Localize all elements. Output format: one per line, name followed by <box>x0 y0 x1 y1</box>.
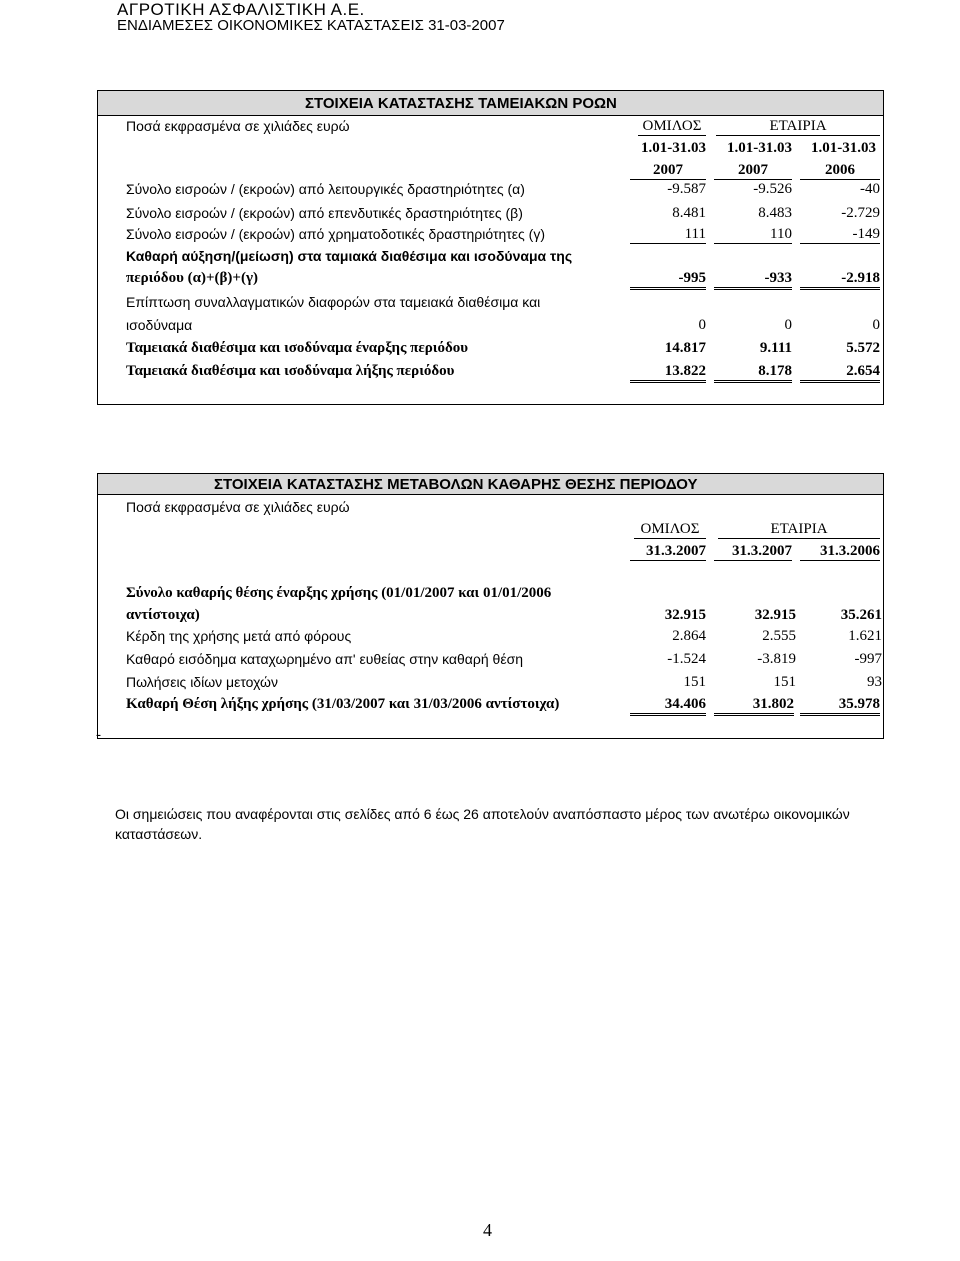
cashflow-row-investing-company-2007: 8.483 <box>758 205 792 221</box>
cashflow-row-investing-company-2006: -2.729 <box>841 205 880 221</box>
footnote-line-2: καταστάσεων. <box>115 826 203 842</box>
cashflow-net-change-company-2007: -933 <box>714 270 792 290</box>
equity-row-treasury-company-2006: 93 <box>867 674 882 690</box>
cashflow-row-operating-company-2007: -9.526 <box>753 181 792 197</box>
cashflow-row-investing-group: 8.481 <box>672 205 706 221</box>
equity-group-header: ΟΜΙΛΟΣ <box>634 521 706 539</box>
equity-date-2: 31.3.2007 <box>714 543 792 561</box>
cashflow-fx-group: 0 <box>698 317 706 333</box>
equity-row-income-label: Καθαρό εισόδημα καταχωρημένο απ' ευθείας στην καθαρή θέση <box>126 651 523 667</box>
cashflow-row-operating-group: -9.587 <box>667 181 706 197</box>
cashflow-row-operating-company-2006: -40 <box>860 181 880 197</box>
equity-opening-label-1: Σύνολο καθαρής θέσης έναρξης χρήσης (01/01/2007 και 01/01/2006 <box>126 585 552 601</box>
equity-date-3: 31.3.2006 <box>800 543 880 561</box>
equity-row-profit-label: Κέρδη της χρήσης μετά από φόρους <box>126 628 352 644</box>
footnote-line-1: Οι σημειώσεις που αναφέρονται στις σελίδες από 6 έως 26 αποτελούν αναπόσπαστο μέρος των ανωτέρω οικονομικών <box>115 806 850 822</box>
equity-opening-label-2: αντίστοιχα) <box>126 607 200 623</box>
equity-closing-company-2006: 35.978 <box>800 696 880 716</box>
equity-dash: - <box>96 727 101 743</box>
document-subtitle: ΕΝΔΙΑΜΕΣΕΣ ΟΙΚΟΝΟΜΙΚΕΣ ΚΑΤΑΣΤΑΣΕΙΣ 31-03-2007 <box>117 17 505 34</box>
equity-closing-group: 34.406 <box>630 696 706 716</box>
company-name: ΑΓΡΟΤΙΚΗ ΑΣΦΑΛΙΣΤΙΚΗ Α.Ε. <box>117 0 365 19</box>
cashflow-opening-company-2006: 5.572 <box>846 340 880 356</box>
cashflow-net-change-label-2: περιόδου (α)+(β)+(γ) <box>126 270 258 286</box>
equity-date-1: 31.3.2007 <box>630 543 706 561</box>
cashflow-net-change-group: -995 <box>630 270 706 290</box>
cashflow-fx-label-1: Επίπτωση συναλλαγματικών διαφορών στα ταμειακά διαθέσιμα και <box>126 294 541 310</box>
equity-row-profit-company-2006: 1.621 <box>848 628 882 644</box>
equity-closing-label: Καθαρή Θέση λήξης χρήσης (31/03/2007 και 31/03/2006 αντίστοιχα) <box>126 696 560 712</box>
equity-row-profit-company-2007: 2.555 <box>762 628 796 644</box>
cashflow-net-change-label-1: Καθαρή αύξηση/(μείωση) στα ταμιακά διαθέσιμα και ισοδύναμα της <box>126 248 573 264</box>
cashflow-title: ΣΤΟΙΧΕΙΑ ΚΑΤΑΣΤΑΣΗΣ ΤΑΜΕΙΑΚΩΝ ΡΟΩΝ <box>305 95 617 112</box>
cashflow-closing-label: Ταμειακά διαθέσιμα και ισοδύναμα λήξης περιόδου <box>126 363 455 379</box>
cashflow-fx-company-2006: 0 <box>872 317 880 333</box>
cashflow-opening-company-2007: 9.111 <box>759 340 792 356</box>
cashflow-fx-label-2: ισοδύναμα <box>126 317 193 333</box>
cashflow-row-financing-group: 111 <box>630 226 706 244</box>
cashflow-opening-label: Ταμειακά διαθέσιμα και ισοδύναμα έναρξης περιόδου <box>126 340 469 356</box>
cashflow-year-3: 2006 <box>800 162 880 180</box>
cashflow-units: Ποσά εκφρασμένα σε χιλιάδες ευρώ <box>126 118 350 134</box>
equity-opening-company-2007: 32.915 <box>754 607 796 623</box>
cashflow-row-operating-label: Σύνολο εισροών / (εκροών) από λειτουργικές δραστηριότητες (α) <box>126 181 525 197</box>
cashflow-period-1: 1.01-31.03 <box>641 140 706 156</box>
cashflow-group-header: ΟΜΙΛΟΣ <box>638 118 706 136</box>
equity-row-income-company-2006: -997 <box>854 651 882 667</box>
equity-row-treasury-group: 151 <box>683 674 706 690</box>
equity-row-profit-group: 2.864 <box>672 628 706 644</box>
equity-row-income-group: -1.524 <box>667 651 706 667</box>
cashflow-row-financing-company-2006: -149 <box>800 226 880 244</box>
cashflow-fx-company-2007: 0 <box>784 317 792 333</box>
cashflow-year-1: 2007 <box>630 162 706 180</box>
cashflow-closing-company-2007: 8.178 <box>714 363 792 383</box>
cashflow-period-2: 1.01-31.03 <box>727 140 792 156</box>
cashflow-net-change-company-2006: -2.918 <box>800 270 880 290</box>
equity-row-treasury-company-2007: 151 <box>773 674 796 690</box>
equity-units: Ποσά εκφρασμένα σε χιλιάδες ευρώ <box>126 499 350 515</box>
equity-opening-company-2006: 35.261 <box>840 607 882 623</box>
cashflow-opening-group: 14.817 <box>664 340 706 356</box>
equity-company-header: ΕΤΑΙΡΙΑ <box>718 521 880 539</box>
equity-row-treasury-label: Πωλήσεις ιδίων μετοχών <box>126 674 278 690</box>
equity-opening-group: 32.915 <box>664 607 706 623</box>
cashflow-company-header: ΕΤΑΙΡΙΑ <box>716 118 880 136</box>
cashflow-row-investing-label: Σύνολο εισροών / (εκροών) από επενδυτικές δραστηριότητες (β) <box>126 205 523 221</box>
cashflow-period-3: 1.01-31.03 <box>811 140 876 156</box>
cashflow-row-financing-company-2007: 110 <box>714 226 792 244</box>
cashflow-year-2: 2007 <box>714 162 792 180</box>
equity-closing-company-2007: 31.802 <box>714 696 794 716</box>
cashflow-row-financing-label: Σύνολο εισροών / (εκροών) από χρηματοδοτικές δραστηριότητες (γ) <box>126 226 545 242</box>
cashflow-closing-company-2006: 2.654 <box>800 363 880 383</box>
equity-row-income-company-2007: -3.819 <box>757 651 796 667</box>
page-number: 4 <box>483 1220 492 1240</box>
cashflow-closing-group: 13.822 <box>630 363 706 383</box>
equity-title: ΣΤΟΙΧΕΙΑ ΚΑΤΑΣΤΑΣΗΣ ΜΕΤΑΒΟΛΩΝ ΚΑΘΑΡΗΣ ΘΕΣΗΣ ΠΕΡΙΟΔΟΥ <box>214 476 698 493</box>
